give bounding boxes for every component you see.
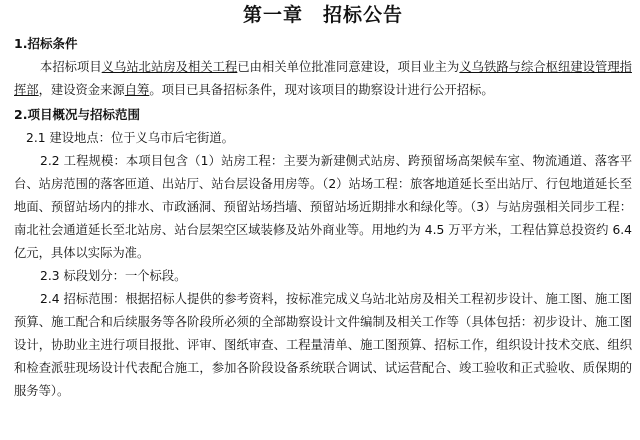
construction-location: 2.1 建设地点：位于义乌市后宅街道。 — [26, 131, 234, 145]
bidding-conditions-paragraph — [14, 56, 632, 102]
chapter-title: 第一章 招标公告 — [242, 4, 403, 26]
text-mid-1: 已由相关单位批准同意建设，项目业主为 — [237, 60, 460, 74]
lot-division: 2.3 标段划分：一个标段。 — [40, 269, 187, 283]
section-heading-project-overview: 2.项目概况与招标范围 — [14, 107, 140, 122]
text-mid-2: ，建设资金来源 — [38, 83, 125, 97]
text-suffix: 。项目已具备招标条件，现对该项目的勘察设计进行公开招标。 — [149, 83, 494, 97]
text-prefix: 本招标项目 — [40, 60, 102, 74]
project-owner: 义乌铁路与综合枢纽建设管理指挥部 — [14, 60, 632, 97]
fund-source: 自筹 — [124, 83, 150, 97]
bidding-scope: 2.4 招标范围：根据招标人提供的参考资料，按标准完成义乌站北站房及相关工程初步设计、施工图、施工图预算、施工配合和后续服务等各阶段所必须的全部勘察设计文件编制及相关工作等（具体包括：初步设计、施工图设计，协助业主进行项目报批、评审、图纸审查、工程量清单、施工图预算、招标工作，组织设计技术交底、组织和检查派驻现场设计代表配合施工，参加各阶段设备系统联合调试、试运营配合、竣工验收和正式验收、质保期的服务等）。 — [14, 292, 632, 398]
project-name: 义乌站北站房及相关工程 — [101, 60, 238, 74]
section-heading-bidding-conditions: 1.招标条件 — [14, 36, 78, 51]
project-scale: 2.2 工程规模：本项目包含（1）站房工程：主要为新建侧式站房、跨预留场高架候车室、物流通道、落客平台、站房范围的落客匝道、出站厅、站台层设备用房等。（2）站场工程：旅客地道延长至出站厅、行包地道延长至地面、预留站场内的排水、市政涵洞、预留站场挡墙、预留站场近期排水和绿化等。（3）与站房强相关同步工程：南北社会通道延长至北站房、站台层架空区域装修及站外商业等。用地约为 4.5 万平方米，工程估算总投资约 6.4 亿元，具体以实际为准。 — [14, 154, 632, 260]
